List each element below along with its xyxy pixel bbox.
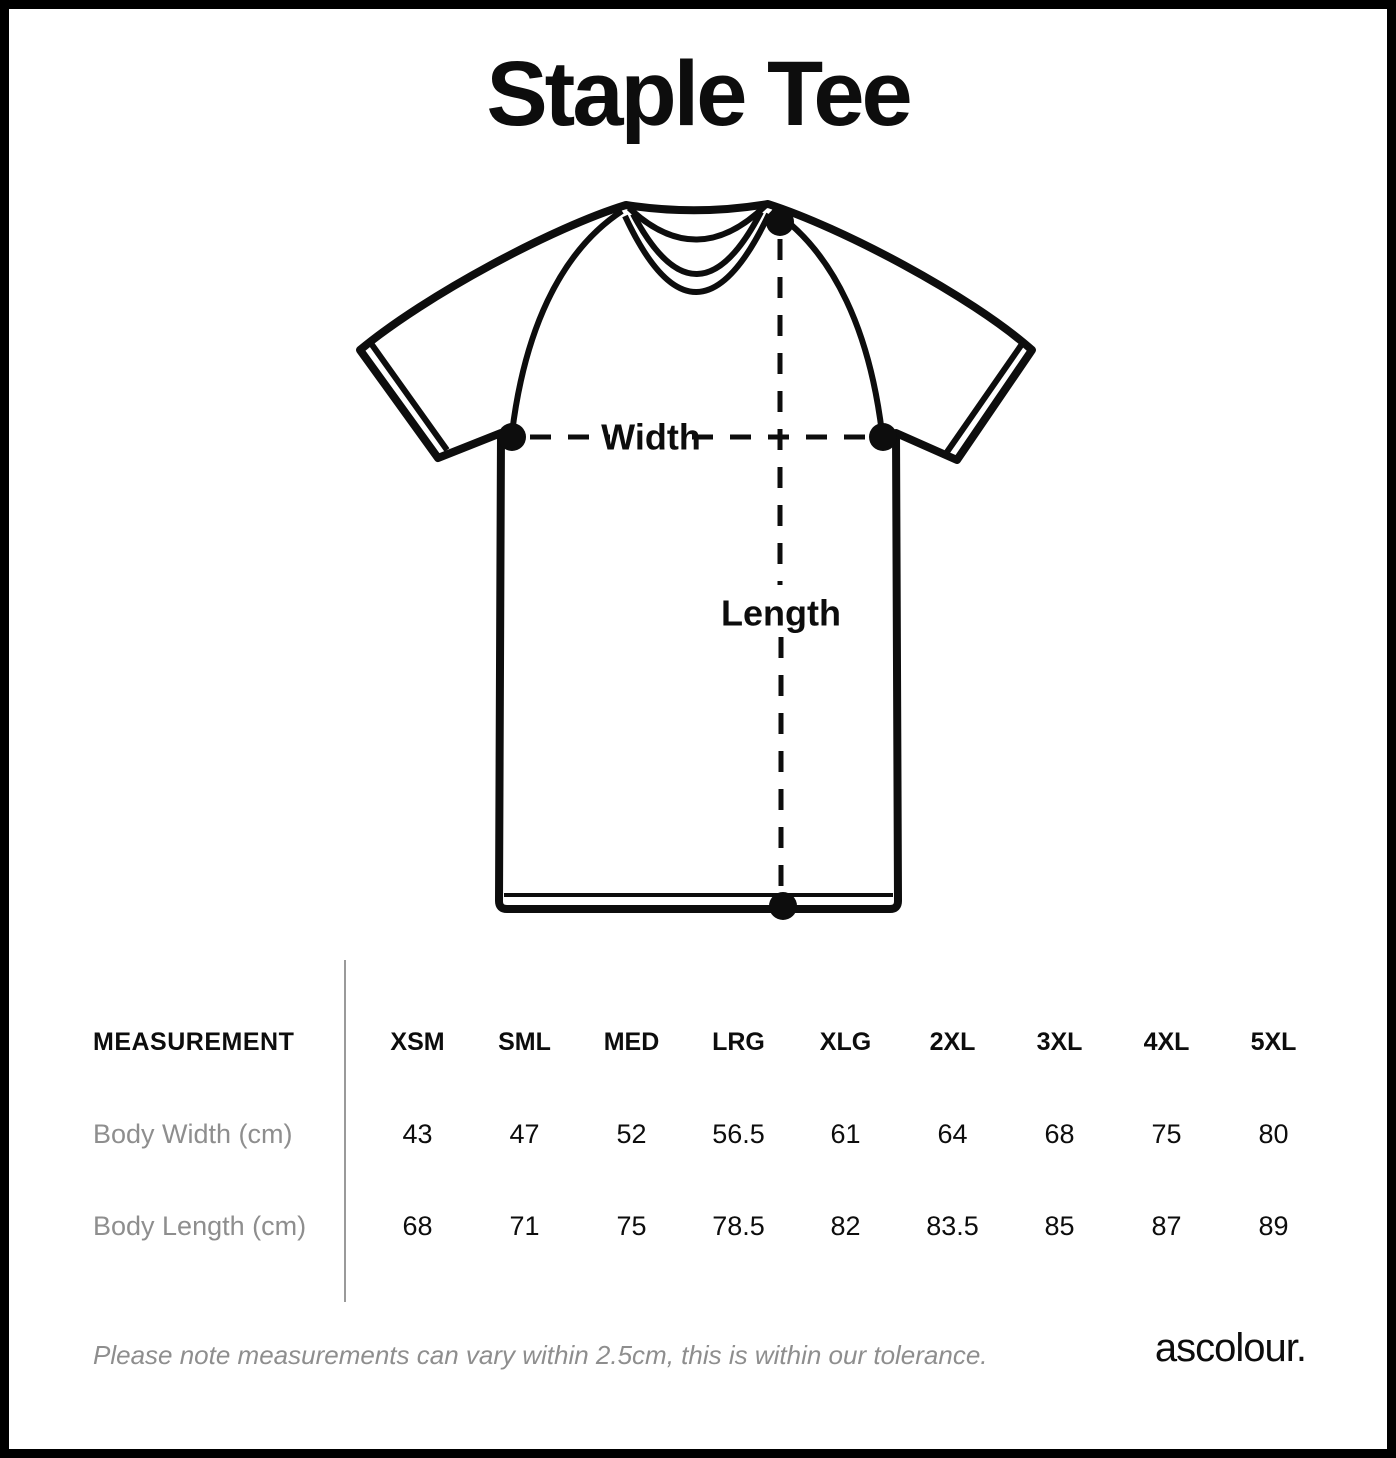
measurement-value: 71 bbox=[509, 1211, 540, 1241]
size-column-header: 2XL bbox=[929, 1028, 976, 1056]
row-value-cells bbox=[364, 1118, 1327, 1150]
tee-outline bbox=[360, 204, 1032, 909]
size-column-header: 4XL bbox=[1143, 1028, 1190, 1056]
size-column-header: MED bbox=[603, 1028, 660, 1056]
size-column-header: 3XL bbox=[1036, 1028, 1083, 1056]
tolerance-note: Please note measurements can vary within 2.5cm, this is within our tolerance. bbox=[93, 1340, 988, 1370]
hem-point-dot bbox=[769, 892, 797, 920]
measurement-value: 83.5 bbox=[926, 1211, 979, 1241]
page-title: Staple Tee bbox=[486, 43, 910, 145]
measurement-header: MEASUREMENT bbox=[93, 1028, 295, 1056]
length-label: Length bbox=[721, 592, 841, 634]
measurement-value: 61 bbox=[830, 1119, 861, 1149]
size-column-header: LRG bbox=[712, 1028, 765, 1056]
size-column-header: XSM bbox=[390, 1028, 445, 1056]
measurement-value: 85 bbox=[1044, 1211, 1075, 1241]
brand-logo: ascolour. bbox=[1154, 1326, 1306, 1370]
measurement-value: 68 bbox=[1044, 1119, 1075, 1149]
size-column-header: XLG bbox=[819, 1028, 872, 1056]
measurement-value: 75 bbox=[1151, 1119, 1182, 1149]
measurement-value: 82 bbox=[830, 1211, 861, 1241]
table-header-row bbox=[0, 1026, 1396, 1058]
measurement-value: 43 bbox=[402, 1119, 433, 1149]
table-row bbox=[0, 1210, 1396, 1242]
size-column-header: 5XL bbox=[1250, 1028, 1297, 1056]
measurement-value: 75 bbox=[616, 1211, 647, 1241]
measurement-value: 87 bbox=[1151, 1211, 1182, 1241]
measurement-value: 64 bbox=[937, 1119, 968, 1149]
row-label: Body Length (cm) bbox=[93, 1211, 307, 1241]
measurement-value: 56.5 bbox=[712, 1119, 765, 1149]
left-armpit-dot bbox=[498, 423, 526, 451]
width-label: Width bbox=[601, 416, 701, 458]
table-row bbox=[0, 1118, 1396, 1150]
row-label: Body Width (cm) bbox=[93, 1119, 293, 1149]
measurement-value: 89 bbox=[1258, 1211, 1289, 1241]
measurement-value: 80 bbox=[1258, 1119, 1289, 1149]
size-header-cells bbox=[364, 1026, 1327, 1058]
measurement-value: 78.5 bbox=[712, 1211, 765, 1241]
measurement-value: 68 bbox=[402, 1211, 433, 1241]
size-column-header: SML bbox=[498, 1028, 551, 1056]
measurement-value: 52 bbox=[616, 1119, 647, 1149]
row-value-cells bbox=[364, 1210, 1327, 1242]
measurement-value: 47 bbox=[509, 1119, 540, 1149]
right-armpit-dot bbox=[869, 423, 897, 451]
tee-diagram bbox=[340, 185, 1060, 925]
shoulder-point-dot bbox=[766, 208, 794, 236]
